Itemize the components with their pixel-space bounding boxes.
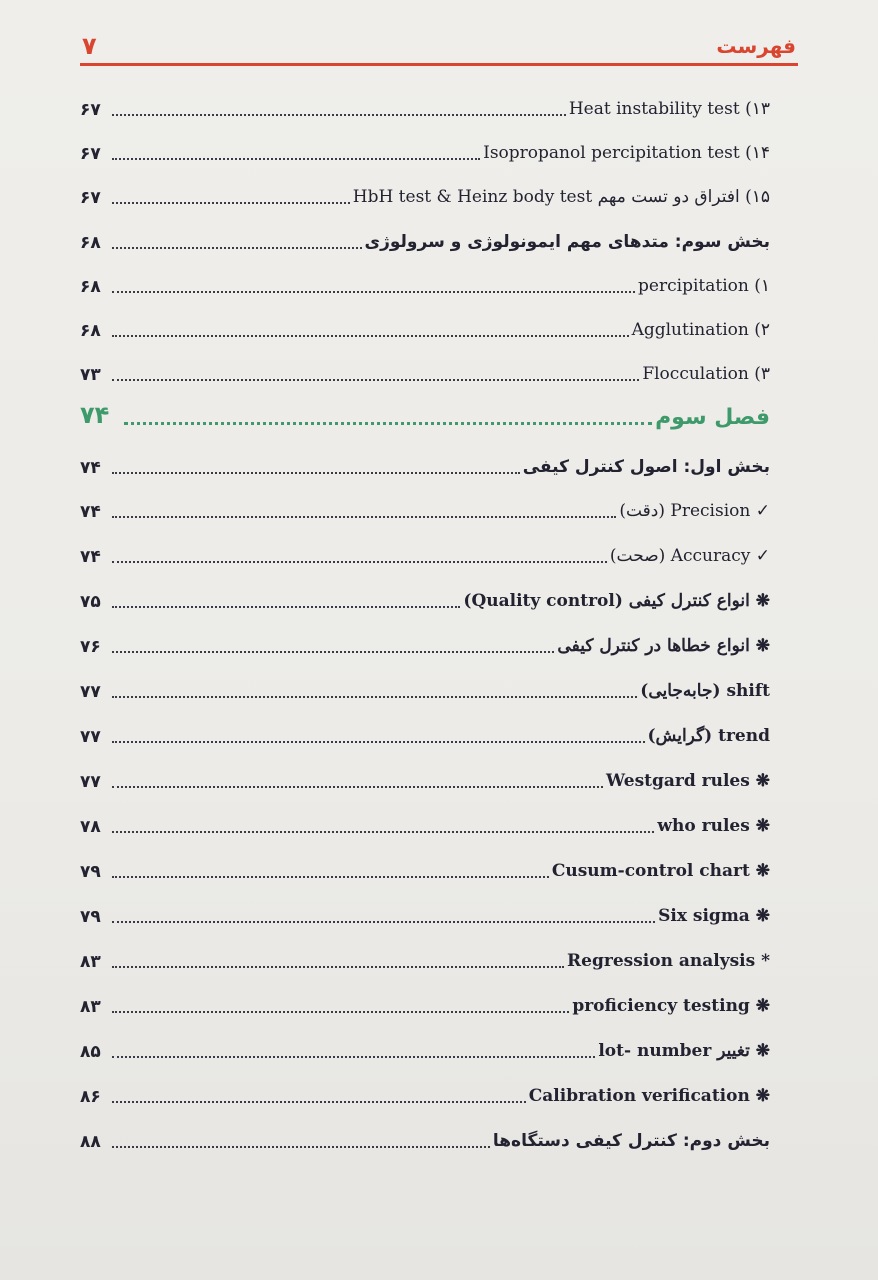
toc-entry-row <box>80 1075 770 1113</box>
toc-entry-title: بخش دوم: کنترل کیفی دستگاه‌ها <box>492 1131 770 1151</box>
dot-leader <box>112 965 564 968</box>
toc-entry-title: ❋ who rules <box>657 816 770 836</box>
toc-page-number: ۷۴ <box>80 547 101 567</box>
dot-leader <box>112 290 635 293</box>
header-rule <box>80 63 798 66</box>
toc-page-number: ۷۴ <box>80 502 101 522</box>
toc-page-number: ۸۶ <box>80 1087 101 1107</box>
toc-entry-title: ۱۳) Heat instability test <box>568 99 770 119</box>
dot-leader <box>112 246 362 249</box>
toc-entry-title: ۱۴) Isopropanol percipitation test <box>483 143 770 163</box>
toc-page-number: ۷۷ <box>80 772 101 792</box>
toc-page-number: ۷۵ <box>80 592 101 612</box>
toc-entry-row <box>80 670 770 708</box>
header-title: فهرست <box>716 34 796 58</box>
toc-page-number: ۷۷ <box>80 727 101 747</box>
dot-leader <box>112 1145 490 1148</box>
toc-chapter-row <box>80 397 770 435</box>
toc-entry-title: ❋ تغییر lot- number <box>598 1041 770 1061</box>
toc-entry-row <box>80 88 770 126</box>
toc-entry-row <box>80 265 770 303</box>
toc-section-row <box>80 1120 770 1158</box>
dot-leader <box>112 605 460 608</box>
toc-entry-row <box>80 895 770 933</box>
dot-leader <box>112 1055 595 1058</box>
dot-leader <box>112 830 654 833</box>
toc-page-number: ۸۳ <box>80 952 101 972</box>
toc-entry-row <box>80 132 770 170</box>
toc-page-number: ۷۹ <box>80 907 101 927</box>
dot-leader <box>112 1010 569 1013</box>
dot-leader <box>112 378 639 381</box>
toc-entry-row <box>80 176 770 214</box>
toc-page-number: ۶۷ <box>80 188 101 208</box>
toc-page-number: ۶۷ <box>80 100 101 120</box>
toc-entry-title: ❋ Calibration verification <box>528 1086 770 1106</box>
toc-page-number: ۸۵ <box>80 1042 101 1062</box>
toc-entry-row <box>80 850 770 888</box>
toc-entry-row <box>80 490 770 528</box>
dot-leader <box>112 740 645 743</box>
dot-leader <box>112 1100 526 1103</box>
toc-entry-title: ۲) Agglutination <box>631 320 770 340</box>
toc-entry-title: * Regression analysis <box>567 951 770 971</box>
toc-page-number: ۷۹ <box>80 862 101 882</box>
toc-page-number: ۷۷ <box>80 682 101 702</box>
toc-entry-row <box>80 940 770 978</box>
toc-entry-title: ❋ proficiency testing <box>572 996 770 1016</box>
toc-page-number: ۶۷ <box>80 144 101 164</box>
toc-page-number: ۷۸ <box>80 817 101 837</box>
dot-leader <box>112 920 655 923</box>
toc-section-row <box>80 221 770 259</box>
toc-page-number: ۷۴ <box>80 401 110 429</box>
toc-page-number: ۶۸ <box>80 277 101 297</box>
toc-page-number: ۷۳ <box>80 365 101 385</box>
dot-leader <box>124 421 652 425</box>
toc-entry-row <box>80 805 770 843</box>
toc-entry-row <box>80 715 770 753</box>
dot-leader <box>112 201 350 204</box>
toc-entry-title: trend (گرایش) <box>647 726 770 746</box>
dot-leader <box>112 875 549 878</box>
dot-leader <box>112 515 616 518</box>
dot-leader <box>112 471 520 474</box>
toc-entry-row <box>80 353 770 391</box>
toc-entry-title: ✓ Precision (دقت) <box>619 501 770 521</box>
dot-leader <box>112 650 554 653</box>
toc-page-number: ۶۸ <box>80 321 101 341</box>
dot-leader <box>112 113 566 116</box>
toc-entry-row <box>80 985 770 1023</box>
page-number: ۷ <box>82 32 97 60</box>
toc-entry-title: ✓ Accuracy (صحت) <box>609 546 770 566</box>
toc-page-number: ۶۸ <box>80 233 101 253</box>
toc-entry-row <box>80 580 770 618</box>
toc-entry-title: shift (جابه‌جایی) <box>640 681 770 701</box>
toc-entry-title: فصل سوم <box>655 405 770 430</box>
toc-entry-row <box>80 1030 770 1068</box>
toc-entry-row <box>80 625 770 663</box>
toc-entry-row <box>80 760 770 798</box>
toc-entry-title: بخش سوم: متدهای مهم ایمونولوژی و سرولوژی <box>364 232 770 252</box>
toc-entry-title: ۱) percipitation <box>638 276 770 296</box>
toc-page-number: ۸۸ <box>80 1132 101 1152</box>
toc-page-number: ۸۳ <box>80 997 101 1017</box>
dot-leader <box>112 785 603 788</box>
dot-leader <box>112 157 480 160</box>
dot-leader <box>112 334 629 337</box>
toc-entry-title: ❋ Westgard rules <box>606 771 770 791</box>
page-header <box>80 22 798 62</box>
toc-entry-title: ۳) Flocculation <box>642 364 770 384</box>
toc-entry-title: ❋ انواع کنترل کیفی (Quality control) <box>463 591 770 611</box>
toc-entry-row <box>80 535 770 573</box>
toc-entry-title: ❋ Cusum-control chart <box>551 861 770 881</box>
toc-page-number: ۷۶ <box>80 637 101 657</box>
dot-leader <box>112 560 607 563</box>
toc-section-row <box>80 446 770 484</box>
toc-entry-title: ❋ Six sigma <box>658 906 770 926</box>
toc-entry-row <box>80 309 770 347</box>
toc-entry-title: ❋ انواع خطاها در کنترل کیفی <box>557 636 770 656</box>
toc-page-number: ۷۴ <box>80 458 101 478</box>
toc-entry-title: بخش اول: اصول کنترل کیفی <box>522 457 770 477</box>
dot-leader <box>112 695 637 698</box>
toc-entry-title: ۱۵) افتراق دو تست مهم HbH test & Heinz body test <box>352 187 770 207</box>
